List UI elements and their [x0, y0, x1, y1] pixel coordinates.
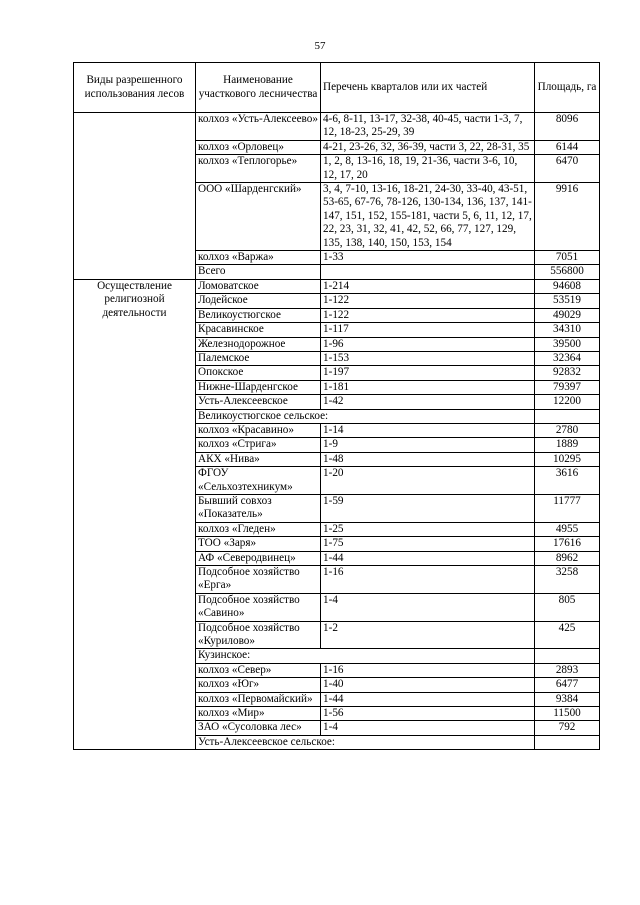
- lesnichestvo-name: Палемское: [196, 351, 321, 365]
- area-value: 9384: [535, 692, 600, 706]
- kvartaly-list: 1-117: [321, 323, 535, 337]
- kvartaly-list: 1-48: [321, 452, 535, 466]
- kvartaly-list: 1-59: [321, 494, 535, 522]
- lesnichestvo-name: колхоз «Теплогорье»: [196, 155, 321, 183]
- lesnichestvo-name: колхоз «Орловец»: [196, 140, 321, 154]
- area-value: 9916: [535, 183, 600, 251]
- header-lesnichestvo: Наименование участкового лесничества: [196, 63, 321, 113]
- lesnichestvo-name: Подсобное хозяйство «Курилово»: [196, 621, 321, 649]
- kvartaly-list: 1-14: [321, 423, 535, 437]
- kvartaly-list: 1-4: [321, 593, 535, 621]
- kvartaly-list: [321, 265, 535, 279]
- lesnichestvo-name: ООО «Шарденгский»: [196, 183, 321, 251]
- area-value: 32364: [535, 351, 600, 365]
- lesnichestvo-name: Всего: [196, 265, 321, 279]
- area-value: 425: [535, 621, 600, 649]
- kvartaly-list: 1-20: [321, 467, 535, 495]
- kvartaly-list: 1-4: [321, 721, 535, 735]
- subheading-label: Великоустюгское сельское:: [196, 409, 535, 423]
- kvartaly-list: 1-44: [321, 551, 535, 565]
- kvartaly-list: 1-214: [321, 279, 535, 293]
- lesnichestvo-name: колхоз «Красавино»: [196, 423, 321, 437]
- area-value: 6144: [535, 140, 600, 154]
- lesnichestvo-name: Нижне-Шарденгское: [196, 380, 321, 394]
- area-value: 3258: [535, 566, 600, 594]
- area-value: 3616: [535, 467, 600, 495]
- kvartaly-list: 1-75: [321, 537, 535, 551]
- lesnichestvo-name: Красавинское: [196, 323, 321, 337]
- area-value: 1889: [535, 438, 600, 452]
- lesnichestvo-name: Великоустюгское: [196, 308, 321, 322]
- area-value: 10295: [535, 452, 600, 466]
- lesnichestvo-name: колхоз «Усть-Алексеево»: [196, 113, 321, 141]
- area-value: 8962: [535, 551, 600, 565]
- area-value: 11500: [535, 707, 600, 721]
- area-value: 792: [535, 721, 600, 735]
- subheading-label: Кузинское:: [196, 649, 535, 663]
- kvartaly-list: 4-6, 8-11, 13-17, 32-38, 40-45, части 1-3, 7, 12, 18-23, 25-29, 39: [321, 113, 535, 141]
- lesnichestvo-name: ТОО «Заря»: [196, 537, 321, 551]
- area-value: 4955: [535, 522, 600, 536]
- lesnichestvo-name: Подсобное хозяйство «Савино»: [196, 593, 321, 621]
- area-value: 39500: [535, 337, 600, 351]
- area-value: 6477: [535, 678, 600, 692]
- kvartaly-list: 1, 2, 8, 13-16, 18, 19, 21-36, части 3-6, 10, 12, 17, 20: [321, 155, 535, 183]
- lesnichestvo-name: ФГОУ «Сельхозтехникум»: [196, 467, 321, 495]
- lesnichestvo-name: Лодейское: [196, 294, 321, 308]
- area-value: 8096: [535, 113, 600, 141]
- group-label: Осуществление религиозной деятельности: [74, 279, 196, 749]
- kvartaly-list: 1-16: [321, 663, 535, 677]
- kvartaly-list: 1-42: [321, 395, 535, 409]
- area-value: 805: [535, 593, 600, 621]
- area-value: 94608: [535, 279, 600, 293]
- lesnichestvo-name: Ломоватское: [196, 279, 321, 293]
- header-ploshad: Площадь, га: [535, 63, 600, 113]
- subheading-label: Усть-Алексеевское сельское:: [196, 735, 535, 749]
- area-value: 12200: [535, 395, 600, 409]
- lesnichestvo-name: колхоз «Юг»: [196, 678, 321, 692]
- area-value: [535, 735, 600, 749]
- kvartaly-list: 3, 4, 7-10, 13-16, 18-21, 24-30, 33-40, 43-51, 53-65, 67-76, 78-126, 130-134, 136, 137, 141-147, 151, 152, 155-181, части 5, 6, 11, 12, 17, 22, 23, 31, 32, 41, 42, 52, 66, 77, 127, 129, 135, 138, 140, 150, 153, 154: [321, 183, 535, 251]
- lesnichestvo-name: колхоз «Мир»: [196, 707, 321, 721]
- kvartaly-list: 1-153: [321, 351, 535, 365]
- lesnichestvo-name: колхоз «Стрига»: [196, 438, 321, 452]
- area-value: 53519: [535, 294, 600, 308]
- area-value: 92832: [535, 366, 600, 380]
- area-value: 7051: [535, 251, 600, 265]
- lesnichestvo-name: Подсобное хозяйство «Ерга»: [196, 566, 321, 594]
- kvartaly-list: 1-44: [321, 692, 535, 706]
- kvartaly-list: 1-16: [321, 566, 535, 594]
- kvartaly-list: 1-56: [321, 707, 535, 721]
- lesnichestvo-name: Бывший совхоз «Показатель»: [196, 494, 321, 522]
- lesnichestvo-name: колхоз «Первомайский»: [196, 692, 321, 706]
- area-value: 2893: [535, 663, 600, 677]
- lesnichestvo-name: Железнодорожное: [196, 337, 321, 351]
- kvartaly-list: 4-21, 23-26, 32, 36-39, части 3, 22, 28-31, 35: [321, 140, 535, 154]
- table-header-row: [74, 63, 600, 113]
- kvartaly-list: 1-33: [321, 251, 535, 265]
- area-value: 2780: [535, 423, 600, 437]
- group-label: [74, 113, 196, 280]
- lesnichestvo-name: Усть-Алексеевское: [196, 395, 321, 409]
- area-value: 11777: [535, 494, 600, 522]
- kvartaly-list: 1-197: [321, 366, 535, 380]
- header-kvartaly: Перечень кварталов или их частей: [321, 63, 535, 113]
- area-value: [535, 649, 600, 663]
- lesnichestvo-name: АФ «Северодвинец»: [196, 551, 321, 565]
- area-value: [535, 409, 600, 423]
- area-value: 556800: [535, 265, 600, 279]
- table-body: [74, 113, 600, 750]
- lesnichestvo-name: колхоз «Варжа»: [196, 251, 321, 265]
- table-row: [74, 279, 600, 293]
- kvartaly-list: 1-40: [321, 678, 535, 692]
- kvartaly-list: 1-122: [321, 294, 535, 308]
- kvartaly-list: 1-9: [321, 438, 535, 452]
- kvartaly-list: 1-96: [321, 337, 535, 351]
- kvartaly-list: 1-2: [321, 621, 535, 649]
- header-vid: Виды разрешенного использования лесов: [74, 63, 196, 113]
- kvartaly-list: 1-122: [321, 308, 535, 322]
- lesnichestvo-name: ЗАО «Сусоловка лес»: [196, 721, 321, 735]
- table-row: [74, 113, 600, 141]
- area-value: 6470: [535, 155, 600, 183]
- kvartaly-list: 1-181: [321, 380, 535, 394]
- kvartaly-list: 1-25: [321, 522, 535, 536]
- lesnichestvo-name: Опокское: [196, 366, 321, 380]
- area-value: 79397: [535, 380, 600, 394]
- forest-table: [73, 62, 600, 750]
- lesnichestvo-name: колхоз «Гледен»: [196, 522, 321, 536]
- area-value: 34310: [535, 323, 600, 337]
- area-value: 49029: [535, 308, 600, 322]
- area-value: 17616: [535, 537, 600, 551]
- lesnichestvo-name: АКХ «Нива»: [196, 452, 321, 466]
- lesnichestvo-name: колхоз «Север»: [196, 663, 321, 677]
- page-number: 57: [314, 40, 326, 52]
